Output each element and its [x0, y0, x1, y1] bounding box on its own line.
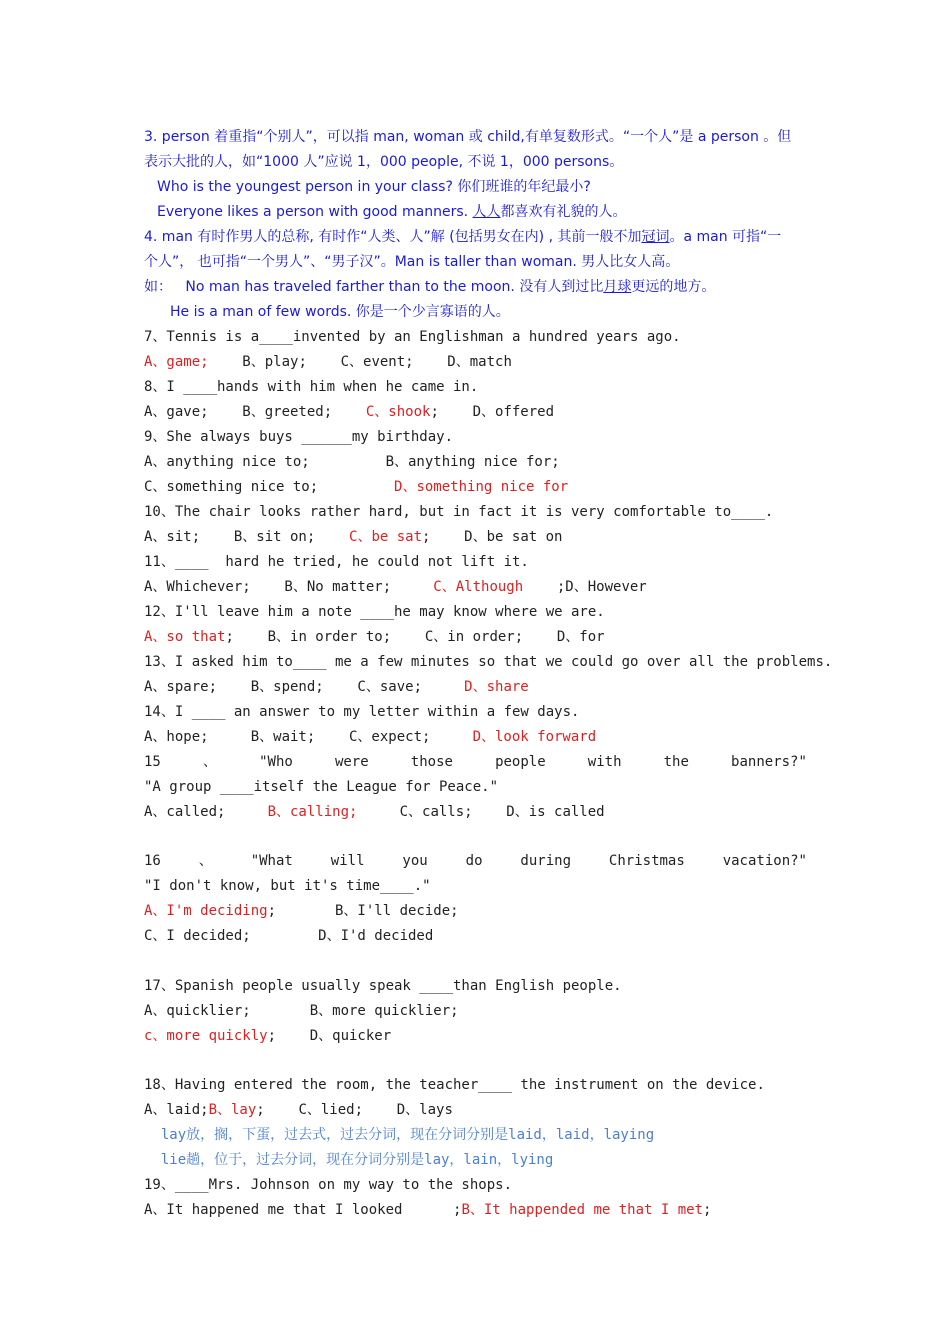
answer-option: D、share [464, 679, 529, 695]
option-text: ;D、However [523, 579, 647, 595]
question-17-options-2 [144, 1025, 391, 1047]
option-text: A、Whichever; B、No matter; [144, 579, 434, 595]
answer-option: D、look forward [472, 729, 597, 745]
word: "What [250, 853, 293, 869]
answer-option: C、be sat [349, 529, 423, 545]
word: people [495, 754, 546, 770]
answer-option: B、lay [208, 1102, 257, 1118]
note-man-line-2: 个人”， 也可指“一个男人”、“男子汉”。Man is taller than woman. 男人比女人高。 [144, 254, 680, 270]
question-15-options [144, 801, 605, 823]
text-segment: 更远的地方。 [631, 279, 716, 295]
option-text: A、laid; [144, 1102, 209, 1118]
option-text: ; B、I'll decide; [267, 903, 459, 919]
question-9: 9、She always buys ______my birthday. [144, 429, 454, 445]
question-18: 18、Having entered the room, the teacher____ the instrument on the device. [144, 1077, 765, 1093]
question-8: 8、I ____hands with him when he came in. [144, 379, 479, 395]
question-14: 14、I ____ an answer to my letter within a few days. [144, 704, 580, 720]
answer-option: C、Although [433, 579, 524, 595]
word: with [587, 754, 622, 770]
answer-option: D、something nice for [394, 479, 569, 495]
question-12: 12、I'll leave him a note ____he may know where we are. [144, 604, 605, 620]
word: during [520, 853, 571, 869]
option-text: A、called; [144, 804, 268, 820]
option-text: ; [703, 1202, 712, 1218]
question-17: 17、Spanish people usually speak ____than English people. [144, 978, 622, 994]
question-15-line-2: "A group ____itself the League for Peace." [144, 779, 499, 795]
option-text: A、spare; B、spend; C、save; [144, 679, 465, 695]
answer-option: C、shook [365, 404, 431, 420]
option-text: ; D、quicker [267, 1028, 392, 1044]
word: do [465, 853, 483, 869]
text-segment: 如： No man has traveled farther than to the moon. 没有人到过比 [144, 279, 604, 295]
option-text: C、something nice to; [144, 479, 395, 495]
word: 16 [144, 853, 161, 869]
option-text: ; D、offered [430, 404, 555, 420]
option-text: B、play; C、event; D、match [242, 354, 512, 370]
question-9-options-2 [144, 476, 568, 498]
text-segment: 都喜欢有礼貌的人。 [500, 204, 627, 220]
option-text: ; C、lied; D、lays [256, 1102, 453, 1118]
underlined-text: 人人 [472, 204, 501, 220]
question-16-options-1 [144, 900, 459, 922]
answer-option: c、more quickly [144, 1028, 268, 1044]
answer-option: B、It happended me that I met [461, 1202, 704, 1218]
note-person-example-1: Who is the youngest person in your class? 你们班谁的年纪最小? [157, 179, 591, 195]
word: were [334, 754, 369, 770]
text-segment: 4. man 有时作男人的总称, 有时作“人类、人”解 (包括男女在内) , 其前一般不加 [144, 229, 642, 245]
question-18-note-lay: lay放，搁，下蛋，过去式，过去分词，现在分词分别是laid，laid，laying [144, 1127, 655, 1143]
question-15-line-1 [144, 751, 807, 773]
word: 、 [202, 754, 217, 770]
word: vacation?" [722, 853, 807, 869]
question-7: 7、Tennis is a____invented by an Englishman a hundred years ago. [144, 329, 681, 345]
question-16-line-1 [144, 850, 807, 872]
option-text: A、It happened me that I looked ; [144, 1202, 462, 1218]
underlined-text: 冠词 [641, 229, 670, 245]
question-12-options [144, 626, 605, 648]
question-13: 13、I asked him to____ me a few minutes so that we could go over all the problems. [144, 654, 833, 670]
word: "Who [259, 754, 293, 770]
note-man-line-1 [144, 226, 781, 248]
spacer [209, 354, 243, 370]
question-11-options [144, 576, 647, 598]
note-person-example-2 [157, 201, 627, 223]
question-7-options [144, 351, 512, 373]
word: you [402, 853, 428, 869]
word: banners?" [731, 754, 807, 770]
note-person-line-1: 3. person 着重指“个别人”，可以指 man, woman 或 child,有单复数形式。“一个人”是 a person 。但 [144, 129, 792, 145]
question-18-options [144, 1099, 453, 1121]
question-16-line-2: "I don't know, but it's time____." [144, 878, 431, 894]
word: Christmas [608, 853, 685, 869]
question-10-options [144, 526, 562, 548]
question-17-options-1: A、quicklier; B、more quicklier; [144, 1003, 459, 1019]
note-man-example-2: He is a man of few words. 你是一个少言寡语的人。 [170, 304, 510, 320]
question-18-note-lie: lie趟，位于，过去分词，现在分词分别是lay，lain，lying [144, 1152, 554, 1168]
word: the [663, 754, 689, 770]
option-text: ; D、be sat on [422, 529, 563, 545]
word: those [410, 754, 453, 770]
answer-option: B、calling; [267, 804, 358, 820]
underlined-text: 月球 [603, 279, 632, 295]
question-8-options [144, 401, 554, 423]
question-9-options-1: A、anything nice to; B、anything nice for; [144, 454, 560, 470]
text-segment: 。a man 可指“一 [669, 229, 782, 245]
question-11: 11、____ hard he tried, he could not lift it. [144, 554, 529, 570]
question-16-options-2: C、I decided; D、I'd decided [144, 928, 434, 944]
option-text: A、sit; B、sit on; [144, 529, 350, 545]
note-man-example-1 [144, 276, 715, 298]
answer-option: A、so that [144, 629, 226, 645]
option-text: ; B、in order to; C、in order; D、for [225, 629, 605, 645]
answer-option: A、I'm deciding [144, 903, 268, 919]
word: 、 [198, 853, 213, 869]
question-10: 10、The chair looks rather hard, but in fact it is very comfortable to____. [144, 504, 774, 520]
note-person-line-2: 表示大批的人，如“1000 人”应说 1，000 people, 不说 1，000 persons。 [144, 154, 624, 170]
question-19-options [144, 1199, 711, 1221]
option-text: C、calls; D、is called [357, 804, 605, 820]
word: 15 [144, 754, 161, 770]
question-14-options [144, 726, 596, 748]
option-text: A、gave; B、greeted; [144, 404, 366, 420]
answer-option: A、game; [144, 354, 209, 370]
question-19: 19、____Mrs. Johnson on my way to the shops. [144, 1177, 513, 1193]
text-segment: Everyone likes a person with good manners. [157, 204, 473, 220]
word: will [330, 853, 365, 869]
option-text: A、hope; B、wait; C、expect; [144, 729, 473, 745]
question-13-options [144, 676, 529, 698]
